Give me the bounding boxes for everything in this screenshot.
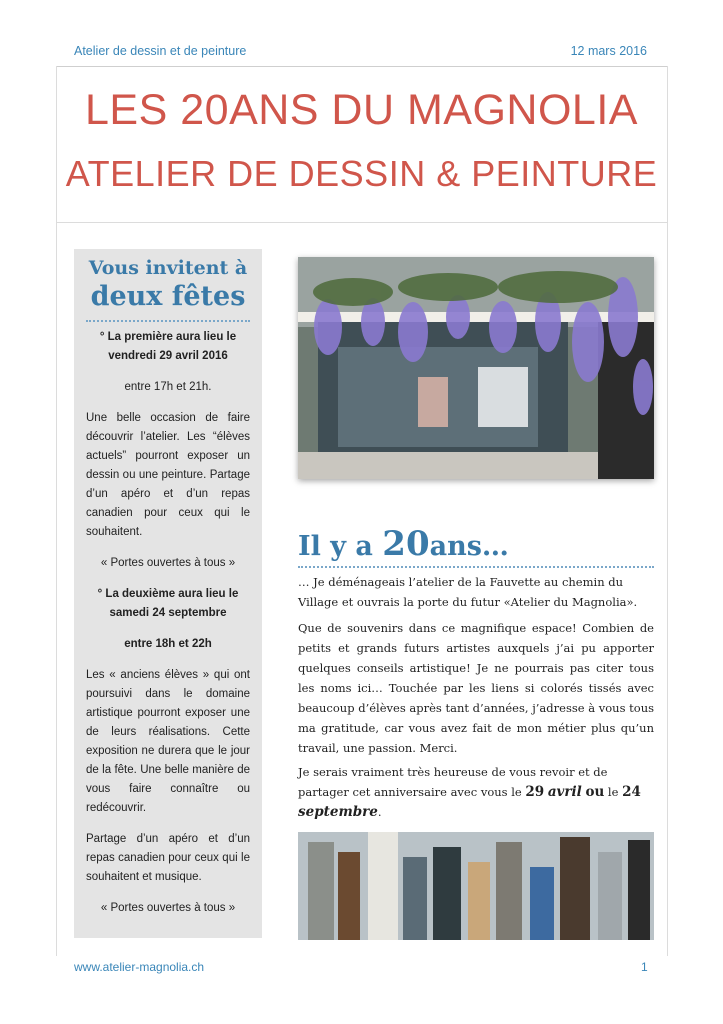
first-party-description: Une belle occasion de faire découvrir l’atelier. Les “élèves actuels” pourront exposer un dessin ou une peinture. Partage d’un apéro et d’un repas canadien pour ceux qui le souhaitent. — [86, 412, 250, 538]
second-party-date: ° La deuxième aura lieu le samedi 24 septembre — [97, 588, 239, 619]
second-party-description: Les « anciens élèves » qui ont poursuivi dans le domaine artistique pourront exposer une de leurs réalisations. Cette exposition ne durera que le jour de la fête. Une belle manière de vous faire connaître ou redécouvrir. — [86, 669, 250, 814]
header-divider — [56, 66, 667, 67]
main-heading-pre: Il y a — [298, 531, 383, 562]
header-section-title: Atelier de dessin et de peinture — [74, 44, 247, 58]
page-left-border — [56, 66, 57, 956]
date1-month: avril — [547, 784, 582, 800]
para3-end: . — [377, 805, 382, 819]
main-heading-post: ans… — [429, 531, 509, 562]
date2-day: 24 — [622, 784, 641, 800]
main-paragraph-1: … Je déménageais l’atelier de la Fauvette au chemin du Village et ouvrais la porte du futur «Atelier du Magnolia». — [298, 575, 638, 609]
para3-le: le — [604, 785, 623, 799]
sidebar-dotted-divider — [86, 320, 250, 322]
main-paragraph-3 — [298, 762, 654, 822]
title-divider — [56, 222, 667, 223]
page-right-border — [667, 66, 668, 956]
second-party-time: entre 18h et 22h — [124, 638, 212, 650]
para3-text: Je serais vraiment très heureuse de vous revoir et de partager cet anniversaire avec vous le — [298, 765, 608, 799]
open-doors-note-1: « Portes ouvertes à tous » — [100, 557, 236, 569]
main-paragraph-2: Que de souvenirs dans ce magnifique espace! Combien de petits et grands futurs artistes auxquels j’ai pu apporter quelques conseils artistique! Je ne pourrais pas citer tous les noms ici… Touchée par les liens si colorés tissés avec beaucoup d’élèves après tant d’années, j’adresse à vous tous ma gratitude, car vous avez fait de mon métier plus qu’un travail, une passion. Merci. — [298, 621, 654, 755]
first-party-date: ° La première aura lieu le vendredi 29 avril 2016 — [99, 331, 237, 362]
or-word: ou — [585, 784, 605, 800]
brushes-photo — [298, 832, 654, 940]
date2-month: septembre — [298, 804, 378, 820]
sidebar-heading-line1: Vous invitent à — [88, 257, 248, 279]
second-party-share: Partage d’un apéro et d’un repas canadien pour ceux qui le souhaitent et musique. — [86, 833, 250, 883]
open-doors-note-2: « Portes ouvertes à tous » — [100, 902, 236, 914]
first-party-time: entre 17h et 21h. — [124, 381, 212, 393]
page-title: LES 20ANS DU MAGNOLIA — [85, 86, 638, 134]
main-heading-number: 20 — [382, 524, 430, 564]
header-date: 12 mars 2016 — [570, 44, 647, 58]
page-subtitle: ATELIER DE DESSIN & PEINTURE — [65, 153, 658, 194]
sidebar-heading-line2: deux fêtes — [90, 281, 246, 312]
wisteria-storefront-photo — [298, 257, 654, 479]
footer-website-link[interactable]: www.atelier-magnolia.ch — [74, 960, 205, 974]
date1-day: 29 — [525, 784, 545, 800]
main-heading — [298, 524, 509, 564]
main-dotted-divider — [298, 566, 654, 568]
page-number: 1 — [641, 960, 648, 974]
sidebar-invitation-box — [74, 249, 262, 938]
